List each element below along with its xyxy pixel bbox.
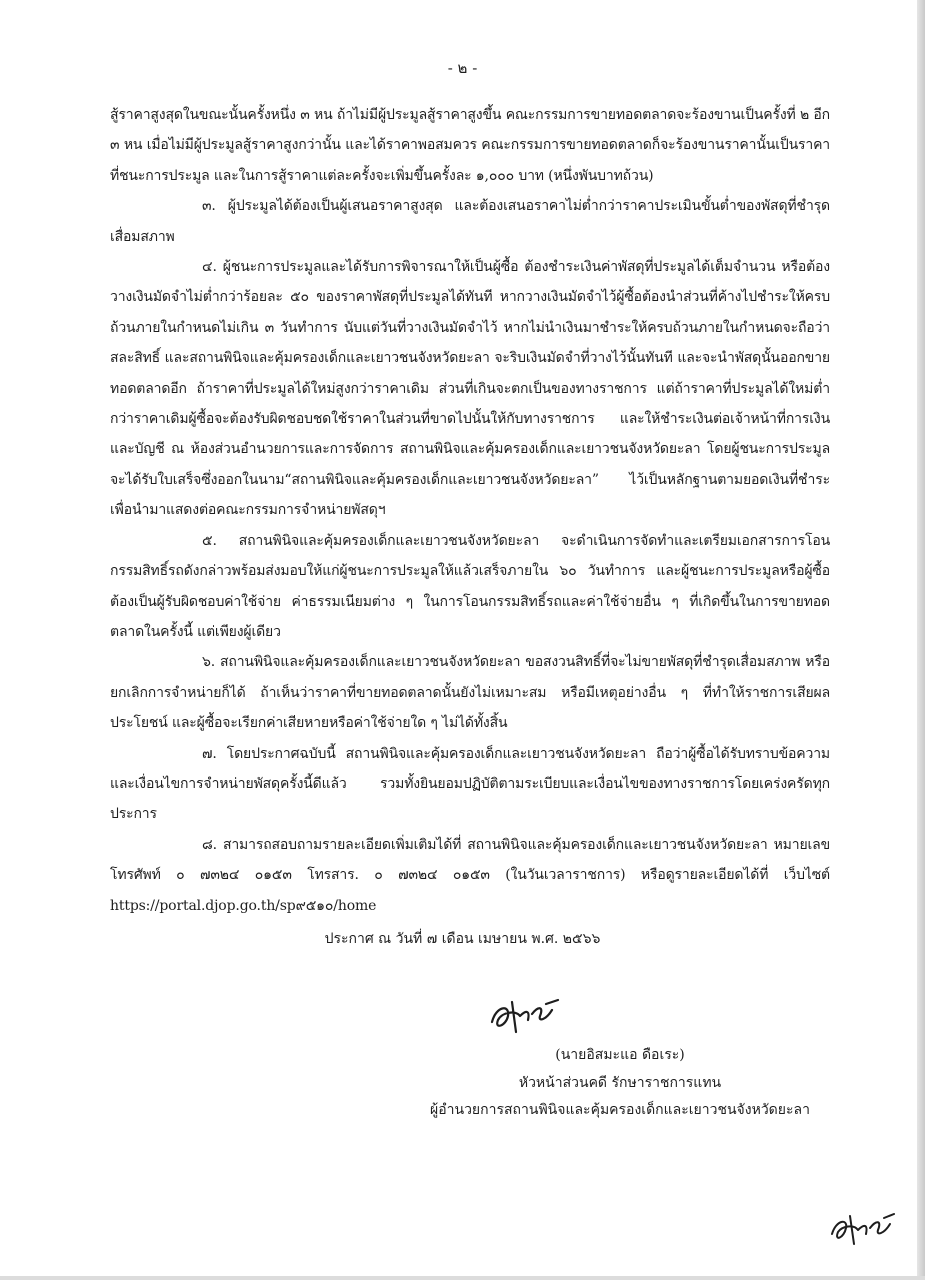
signatory-name: (นายอิสมะแอ ดือเระ) bbox=[555, 1047, 685, 1063]
document-body bbox=[110, 100, 830, 921]
signatory-organization: ผู้อำนวยการสถานพินิจและคุ้มครองเด็กและเยาวชนจังหวัดยะลา bbox=[430, 1102, 810, 1118]
clause-4: ๔. ผู้ชนะการประมูลและได้รับการพิจารณาให้เป็นผู้ซื้อ ต้องชำระเงินค่าพัสดุที่ประมูลได้เต็มจำนวน หรือต้องวางเงินมัดจำไม่ต่ำกว่าร้อยละ ๕๐ ของราคาพัสดุที่ประมูลได้ทันที หากวางเงินมัดจำไว้ผู้ซื้อต้องนำส่วนที่ค้างไปชำระให้ครบถ้วนภายในกำหนดไม่เกิน ๓ วันทำการ นับแต่วันที่วางเงินมัดจำไว้ หากไม่นำเงินมาชำระให้ครบถ้วนภายในกำหนดจะถือว่าสละสิทธิ์ และสถานพินิจและคุ้มครองเด็กและเยาวชนจังหวัดยะลา จะริบเงินมัดจำที่วางไว้นั้นทันที และจะนำพัสดุนั้นออกขายทอดตลาดอีก ถ้าราคาที่ประมูลได้ใหม่สูงกว่าราคาเดิม ส่วนที่เกินจะตกเป็นของทางราชการ แต่ถ้าราคาที่ประมูลได้ใหม่ต่ำกว่าราคาเดิมผู้ซื้อจะต้องรับผิดชอบชดใช้ราคาในส่วนที่ขาดไปนั้นให้กับทางราชการ และให้ชำระเงินต่อเจ้าหน้าที่การเงินและบัญชี ณ ห้องส่วนอำนวยการและการจัดการ สถานพินิจและคุ้มครองเด็กและเยาวชนจังหวัดยะลา โดยผู้ชนะการประมูลจะได้รับใบเสร็จซึ่งออกในนาม“สถานพินิจและคุ้มครองเด็กและเยาวชนจังหวัดยะลา” ไว้เป็นหลักฐานตามยอดเงินที่ชำระ เพื่อนำมาแสดงต่อคณะกรรมการจำหน่ายพัสดุฯ bbox=[110, 259, 830, 519]
clause-6: ๖. สถานพินิจและคุ้มครองเด็กและเยาวชนจังหวัดยะลา ขอสงวนสิทธิ์ที่จะไม่ขายพัสดุที่ชำรุดเสื่อมสภาพ หรือยกเลิกการจำหน่ายก็ได้ ถ้าเห็นว่าราคาที่ขายทอดตลาดนั้นยังไม่เหมาะสม หรือมีเหตุอย่างอื่น ๆ ที่ทำให้ราชการเสียผลประโยชน์ และผู้ซื้อจะเรียกค่าเสียหายหรือค่าใช้จ่ายใด ๆ ไม่ได้ทั้งสิ้น bbox=[110, 654, 830, 732]
initials-signature-image bbox=[828, 1212, 898, 1250]
clause-3: ๓. ผู้ประมูลได้ต้องเป็นผู้เสนอราคาสูงสุด และต้องเสนอราคาไม่ต่ำกว่าราคาประเมินขั้นต่ำของพัสดุที่ชำรุดเสื่อมสภาพ bbox=[110, 198, 830, 245]
page-number: - ๒ - bbox=[447, 59, 478, 77]
signatory-position: หัวหน้าส่วนคดี รักษาราชการแทน bbox=[518, 1075, 722, 1091]
clause-7: ๗. โดยประกาศฉบับนี้ สถานพินิจและคุ้มครองเด็กและเยาวชนจังหวัดยะลา ถือว่าผู้ซื้อได้รับทราบข้อความและเงื่อนไขการจำหน่ายพัสดุครั้งนี้ดีแล้ว รวมทั้งยินยอมปฏิบัติตามระเบียบและเงื่อนไขของทางราชการโดยเคร่งครัดทุกประการ bbox=[110, 745, 830, 823]
page-edge-shadow bbox=[917, 0, 925, 1280]
clause-5: ๕. สถานพินิจและคุ้มครองเด็กและเยาวชนจังหวัดยะลา จะดำเนินการจัดทำและเตรียมเอกสารการโอนกรรมสิทธิ์รถดังกล่าวพร้อมส่งมอบให้แก่ผู้ชนะการประมูลให้แล้วเสร็จภายใน ๖๐ วันทำการ และผู้ชนะการประมูลหรือผู้ซื้อ ต้องเป็นผู้รับผิดชอบค่าใช้จ่าย ค่าธรรมเนียมต่าง ๆ ในการโอนกรรมสิทธิ์รถและค่าใช้จ่ายอื่น ๆ ที่เกิดขึ้นในการขายทอดตลาดในครั้งนี้ แต่เพียงผู้เดียว bbox=[110, 532, 830, 640]
announcement-date: ประกาศ ณ วันที่ ๗ เดือน เมษายน พ.ศ. ๒๕๖๖ bbox=[324, 931, 601, 947]
page-bottom-edge bbox=[0, 1276, 925, 1280]
signature-image bbox=[486, 996, 566, 1040]
clause-8: ๘. สามารถสอบถามรายละเอียดเพิ่มเติมได้ที่ สถานพินิจและคุ้มครองเด็กและเยาวชนจังหวัดยะลา หมายเลขโทรศัพท์ ๐ ๗๓๒๔ ๐๑๕๓ โทรสาร. ๐ ๗๓๒๔ ๐๑๕๓ (ในวันเวลาราชการ) หรือดูรายละเอียดได้ที่ เว็บไซต์ https://portal.djop.go.th/sp๙๕๑๐/home bbox=[110, 836, 830, 914]
paragraph-continuation: สู้ราคาสูงสุดในขณะนั้นครั้งหนึ่ง ๓ หน ถ้าไม่มีผู้ประมูลสู้ราคาสูงขึ้น คณะกรรมการขายทอดตลาดจะร้องขานเป็นครั้งที่ ๒ อีก ๓ หน เมื่อไม่มีผู้ประมูลสู้ราคาสูงกว่านั้น และได้ราคาพอสมควร คณะกรรมการขายทอดตลาดก็จะร้องขานราคานั้นเป็นราคาที่ชนะการประมูล และในการสู้ราคาแต่ละครั้งจะเพิ่มขึ้นครั้งละ ๑,๐๐๐ บาท (หนึ่งพันบาทถ้วน) bbox=[110, 107, 830, 184]
